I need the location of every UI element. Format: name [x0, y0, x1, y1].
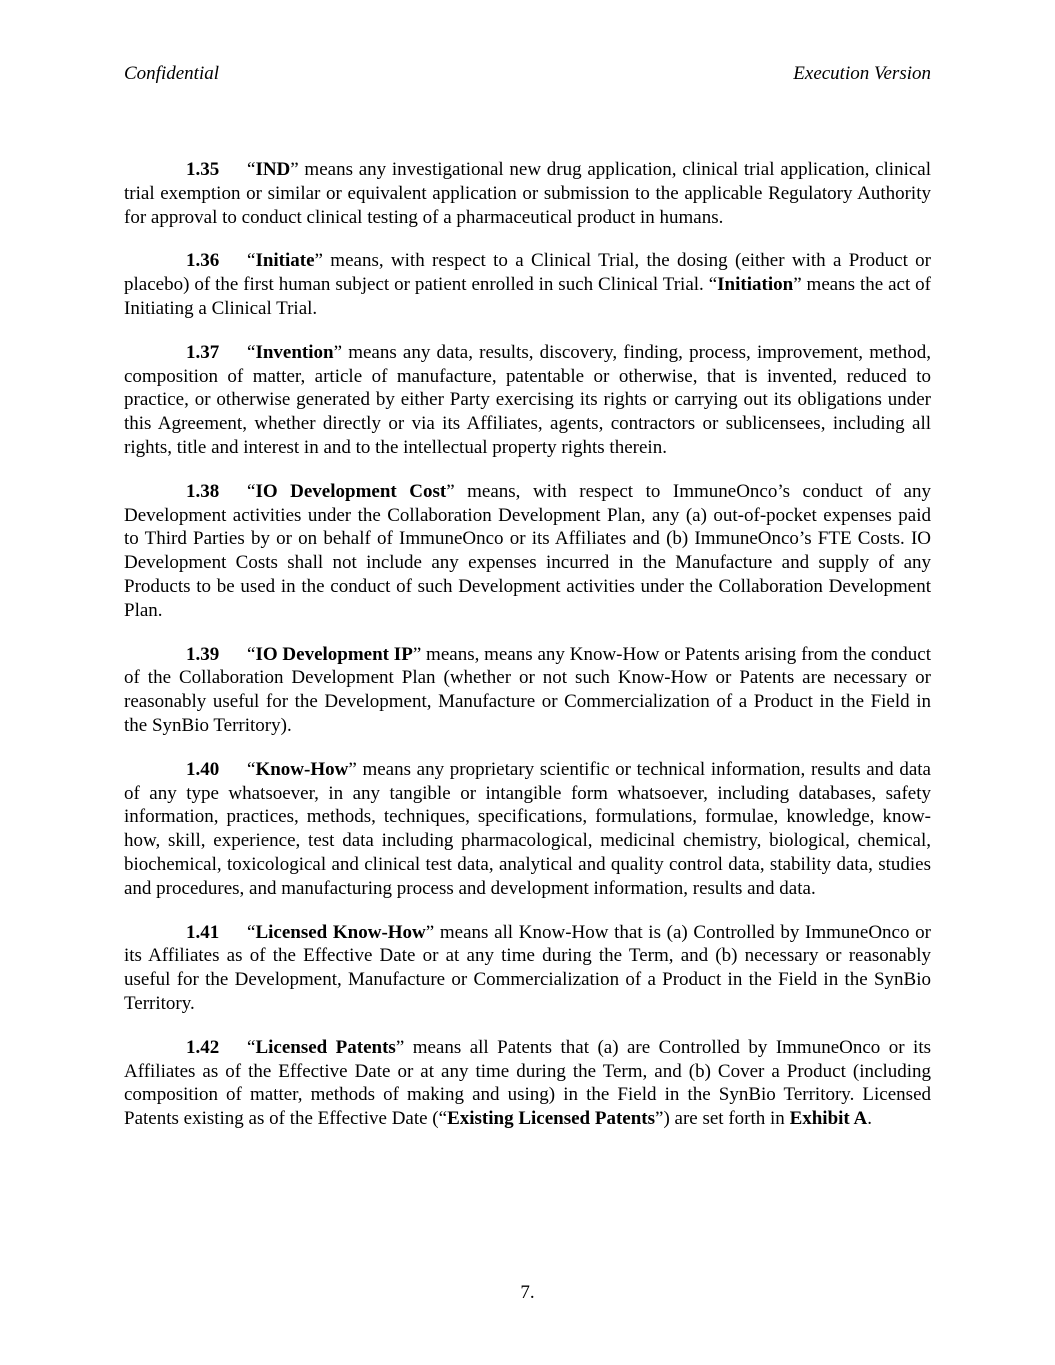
definition-text: ” means, with respect to a Clinical Trial, the dosing (either with a Product or placebo) of the first human subject or patient enrolled in such Clinical Trial. “: [124, 250, 931, 296]
section-1-38: 1.38 “IO Development Cost” means, with respect to ImmuneOnco’s conduct of any Development activities under the Collaboration Development Plan, any (a) out-of-pocket expenses paid to Third Parties by or on behalf of ImmuneOnco or its Affiliates and (b) ImmuneOnco’s FTE Costs. IO Development Costs shall not include any expenses incurred in the Manufacture and supply of any Products to be used in the conduct of such Development activities under the Collaboration Development Plan.: [124, 480, 931, 621]
section-1-35: 1.35 “IND” means any investigational new drug application, clinical trial application, clinical trial exemption or similar or equivalent application or submission to the applicable Regulatory Authority for approval to conduct clinical testing of a pharmaceutical product in humans.: [124, 159, 931, 228]
confidential-label: Confidential: [124, 63, 219, 84]
section-number: 1.38: [186, 480, 220, 502]
definition-text: .: [867, 1108, 872, 1130]
defined-term: Know-How: [255, 758, 349, 780]
section-number: 1.42: [186, 1036, 220, 1058]
section-number: 1.36: [186, 250, 220, 272]
version-label: Execution Version: [793, 63, 931, 84]
defined-term: Licensed Know-How: [255, 921, 426, 943]
defined-term: Initiation: [717, 274, 794, 296]
definition-text: ” means, with respect to ImmuneOnco’s conduct of any Development activities under the Collaboration Development Plan, any (a) out-of-pocket expenses paid to Third Parties by or on behalf of ImmuneOnco or its Affiliates and (b) ImmuneOnco’s FTE Costs. IO Development Costs shall not include any expenses incurred in the Manufacture and supply of any Products to be used in the conduct of such Development activities under the Collaboration Development Plan.: [124, 480, 931, 621]
section-1-40: 1.40 “Know-How” means any proprietary scientific or technical information, results and data of any type whatsoever, in any tangible or intangible form whatsoever, including databases, safety information, practices, methods, techniques, specifications, formulations, formulae, knowledge, know-how, skill, experience, test data including pharmacological, medicinal chemistry, biological, chemical, biochemical, toxicological and clinical test data, analytical and quality control data, stability data, studies and procedures, and manufacturing process and development information, results and data.: [124, 758, 931, 899]
section-1-39: 1.39 “IO Development IP” means, means any Know-How or Patents arising from the conduct of the Collaboration Development Plan (whether or not such Know-How or Patents are necessary or reasonably useful for the Development, Manufacture or Commercialization of a Product in the Field in the SynBio Territory).: [124, 643, 931, 736]
definition-text: ” means the act of Initiating a Clinical Trial.: [124, 274, 932, 319]
defined-term: Initiate: [255, 250, 315, 272]
section-1-42: 1.42 “Licensed Patents” means all Patents that (a) are Controlled by ImmuneOnco or its Affiliates as of the Effective Date or at any time during the Term, and (b) Cover a Product (including composition of matter, methods of making and using) in the Field in the SynBio Territory. Licensed Patents existing as of the Effective Date (“Existing Licensed Patents”) are set forth in Exhibit A.: [124, 1036, 931, 1130]
section-number: 1.40: [186, 758, 220, 780]
section-1-41: 1.41 “Licensed Know-How” means all Know-How that is (a) Controlled by ImmuneOnco or its Affiliates as of the Effective Date or at any time during the Term, and (b) necessary or reasonably useful for the Development, Manufacture or Commercialization of a Product in the Field in the SynBio Territory.: [124, 921, 931, 1014]
definition-text: ” means all Know-How that is (a) Controlled by ImmuneOnco or its Affiliates as of the Effective Date or at any time during the Term, and (b) necessary or reasonably useful for the Development, Manufacture or Commercialization of a Product in the Field in the SynBio Territory.: [124, 921, 931, 1014]
definition-text: ” means, means any Know-How or Patents arising from the conduct of the Collaboration Development Plan (whether or not such Know-How or Patents are necessary or reasonably useful for the Development, Manufacture or Commercialization of a Product in the Field in the SynBio Territory).: [124, 643, 931, 736]
section-1-37: 1.37 “Invention” means any data, results, discovery, finding, process, improvement, method, composition of matter, article of manufacture, patentable or otherwise, that is invented, reduced to practice, or otherwise generated by either Party exercising its rights or carrying out its obligations under this Agreement, whether directly or via its Affiliates, agents, contractors or sublicensees, including all rights, title and interest in and to the intellectual property rights therein.: [124, 341, 931, 458]
page-number: 7.: [520, 1282, 535, 1303]
defined-term: IND: [255, 159, 291, 180]
section-number: 1.41: [186, 921, 220, 943]
defined-term: IO Development Cost: [255, 480, 447, 502]
definition-text: ” means any data, results, discovery, finding, process, improvement, method, composition of matter, article of manufacture, patentable or otherwise, that is invented, reduced to practice, or otherwise generated by either Party exercising its rights or carrying out its obligations under this Agreement, whether directly or via its Affiliates, agents, contractors or sublicensees, including all rights, title and interest in and to the intellectual property rights therein.: [124, 341, 931, 458]
page-footer: [0, 1281, 1055, 1305]
definition-text: ” means any investigational new drug application, clinical trial application, clinical trial exemption or similar or equivalent application or submission to the applicable Regulatory Authority for approval to conduct clinical testing of a pharmaceutical product in humans.: [124, 159, 931, 228]
defined-term: Licensed Patents: [255, 1036, 396, 1058]
definition-text: ” means any proprietary scientific or technical information, results and data of any type whatsoever, in any tangible or intangible form whatsoever, including databases, safety information, practices, methods, techniques, specifications, formulations, formulae, knowledge, know-how, skill, experience, test data including pharmacological, medicinal chemistry, biological, chemical, biochemical, toxicological and clinical test data, analytical and quality control data, stability data, studies and procedures, and manufacturing process and development information, results and data.: [124, 758, 931, 899]
document-body: [124, 158, 931, 1151]
section-1-36: 1.36 “Initiate” means, with respect to a Clinical Trial, the dosing (either with a Product or placebo) of the first human subject or patient enrolled in such Clinical Trial. “Initiation” means the act of Initiating a Clinical Trial.: [124, 250, 932, 319]
section-number: 1.39: [186, 643, 220, 665]
exhibit-reference: Exhibit A: [789, 1108, 868, 1130]
definition-text: ”) are set forth in: [655, 1108, 790, 1130]
defined-term: IO Development IP: [255, 643, 413, 665]
definition-text: ” means all Patents that (a) are Controlled by ImmuneOnco or its Affiliates as of the Effective Date or at any time during the Term, and (b) Cover a Product (including composition of matter, methods of making and using) in the Field in the SynBio Territory. Licensed Patents existing as of the Effective Date (“: [124, 1036, 931, 1130]
defined-term: Invention: [255, 341, 334, 363]
section-number: 1.37: [186, 341, 220, 363]
defined-term: Existing Licensed Patents: [447, 1108, 656, 1130]
section-number: 1.35: [186, 159, 220, 180]
